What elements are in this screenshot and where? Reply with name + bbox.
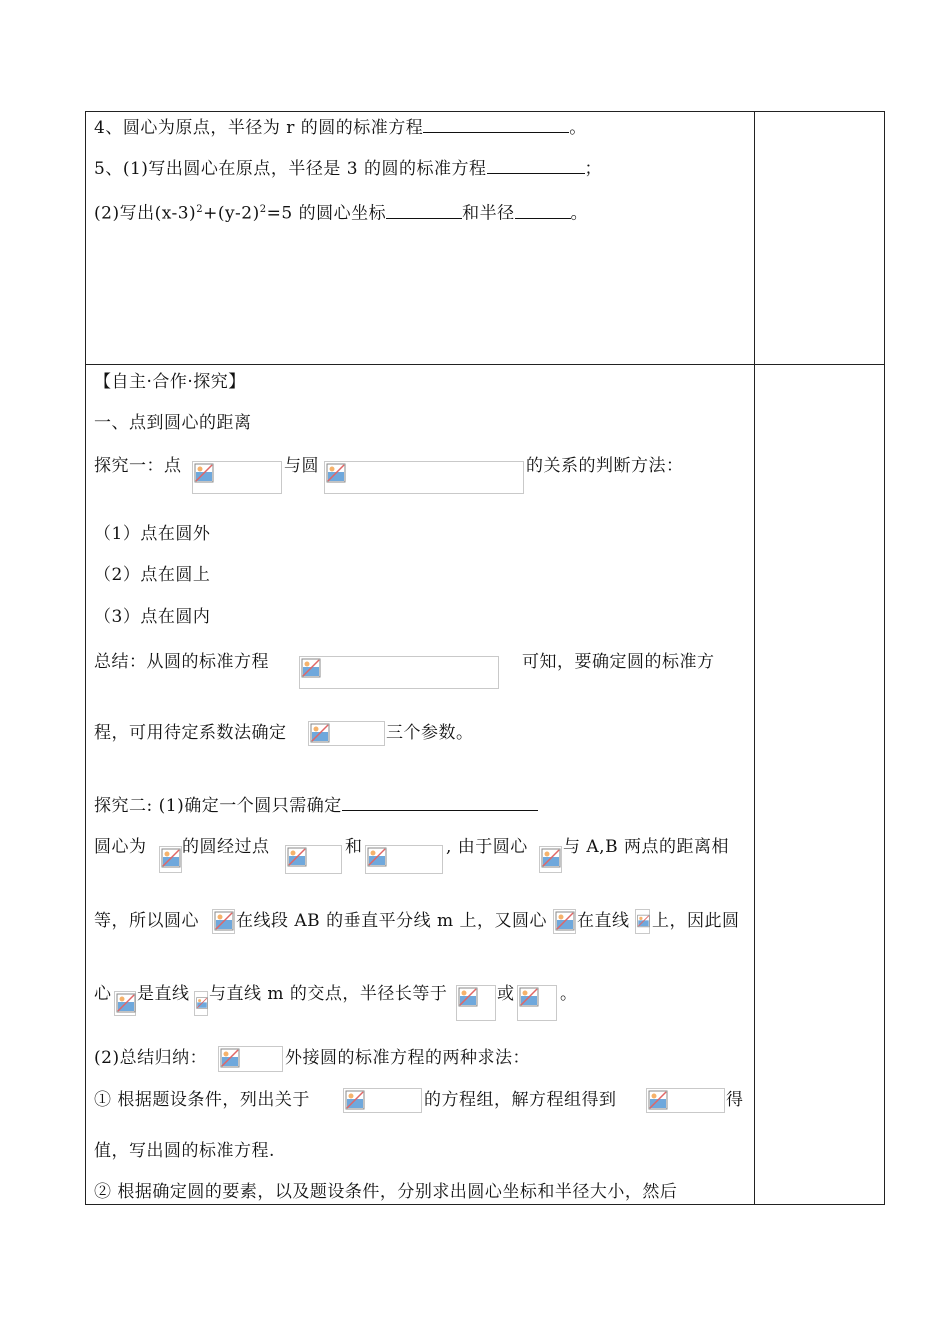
broken-image-icon (287, 847, 307, 867)
subheading-distance: 一、点到圆心的距离 (94, 413, 252, 433)
formula-image (114, 991, 136, 1016)
summary-text-b: 可知，要确定圆的标准方 (522, 652, 715, 672)
p3-text-b: 是直线 (137, 984, 190, 1004)
p1-text-e: 与 A,B 两点的距离相 (563, 837, 729, 857)
summary-text-d: 三个参数。 (386, 723, 474, 743)
broken-image-icon (458, 987, 478, 1007)
broken-image-icon (541, 848, 561, 868)
p2-text-d: 上，因此圆 (652, 911, 740, 931)
formula-image (308, 721, 385, 746)
formula-image (343, 1088, 422, 1113)
broken-image-icon (326, 463, 346, 483)
broken-image-icon (310, 723, 330, 743)
formula-image (192, 461, 282, 494)
explore1-text-c: 的关系的判断方法： (526, 456, 684, 476)
question-5-2: (2)写出$(x-3)^2+(y-2)^2=5$ 的圆心坐标 和半径 。 (94, 203, 589, 224)
p1-text-c: 和 (345, 837, 363, 857)
answer-blank[interactable] (386, 202, 462, 219)
broken-image-icon (555, 911, 575, 931)
summary-text-a: 总结：从圆的标准方程 (94, 652, 269, 672)
formula-image (299, 656, 499, 689)
explore2-text: 探究二: (1)确定一个圆只需确定 (94, 794, 538, 817)
case-on: （2）点在圆上 (94, 565, 211, 585)
answer-blank[interactable] (515, 202, 571, 219)
broken-image-icon (214, 911, 234, 931)
question-5-1: 5、(1)写出圆心在原点，半径是 3 的圆的标准方程 ； (94, 159, 603, 179)
answer-blank[interactable] (423, 116, 569, 133)
broken-image-icon (519, 987, 539, 1007)
method1-text-d: 值，写出圆的标准方程. (94, 1141, 275, 1161)
method1-text-a: ① 根据题设条件，列出关于 (94, 1090, 310, 1110)
p2-text-c: 在直线 (577, 911, 630, 931)
formula-image (159, 846, 182, 873)
p1-text-b: 的圆经过点 (182, 837, 270, 857)
formula-image (539, 846, 562, 873)
p1-text-d: , 由于圆心 (446, 837, 528, 857)
p3-text-c: 与直线 m 的交点，半径长等于 (209, 984, 448, 1004)
broken-image-icon (161, 848, 181, 868)
summary2-text-b: 外接圆的标准方程的两种求法： (285, 1048, 530, 1068)
broken-image-icon (116, 993, 136, 1013)
summary-text-c: 程，可用待定系数法确定 (94, 723, 287, 743)
method1-text-b: 的方程组，解方程组得到 (424, 1090, 617, 1110)
case-inside: （3）点在圆内 (94, 607, 211, 627)
table-column-divider (754, 111, 755, 1205)
p3-text-a: 心 (94, 984, 112, 1004)
broken-image-icon (301, 658, 321, 678)
formula-image (517, 985, 557, 1021)
p1-text-a: 圆心为 (94, 837, 147, 857)
method1-text-c: 得 (726, 1090, 744, 1110)
formula-image (212, 909, 235, 934)
formula-image (456, 985, 496, 1021)
explore1-text-b: 与圆 (284, 456, 319, 476)
section-heading: 【自主·合作·探究】 (94, 372, 246, 392)
broken-image-icon (345, 1090, 365, 1110)
p3-text-d: 或 (497, 984, 515, 1004)
table-row-divider (85, 364, 885, 365)
broken-image-icon (648, 1090, 668, 1110)
case-outside: （1）点在圆外 (94, 524, 211, 544)
question-4: 4、圆心为原点，半径为 r 的圆的标准方程 。 (94, 118, 587, 138)
answer-blank[interactable] (342, 794, 538, 811)
broken-image-icon (196, 993, 208, 1013)
formula-image (553, 909, 576, 934)
broken-image-icon (220, 1048, 240, 1068)
broken-image-icon (194, 463, 214, 483)
formula-image (365, 845, 443, 874)
answer-blank[interactable] (487, 157, 585, 174)
formula-image (194, 991, 208, 1016)
summary2-text-a: (2)总结归纳： (94, 1048, 208, 1068)
formula-image (646, 1088, 725, 1113)
formula-image (285, 845, 342, 874)
p3-text-e: 。 (560, 984, 578, 1004)
formula-image (218, 1046, 283, 1072)
formula-image (635, 909, 650, 934)
p2-text-a: 等，所以圆心 (94, 911, 199, 931)
formula-image (324, 461, 524, 494)
p2-text-b: 在线段 AB 的垂直平分线 m 上，又圆心 (236, 911, 548, 931)
explore1-text-a: 探究一：点 (94, 456, 182, 476)
broken-image-icon (637, 911, 650, 931)
broken-image-icon (367, 847, 387, 867)
method2-text: ② 根据确定圆的要素，以及题设条件，分别求出圆心坐标和半径大小，然后 (94, 1182, 678, 1202)
